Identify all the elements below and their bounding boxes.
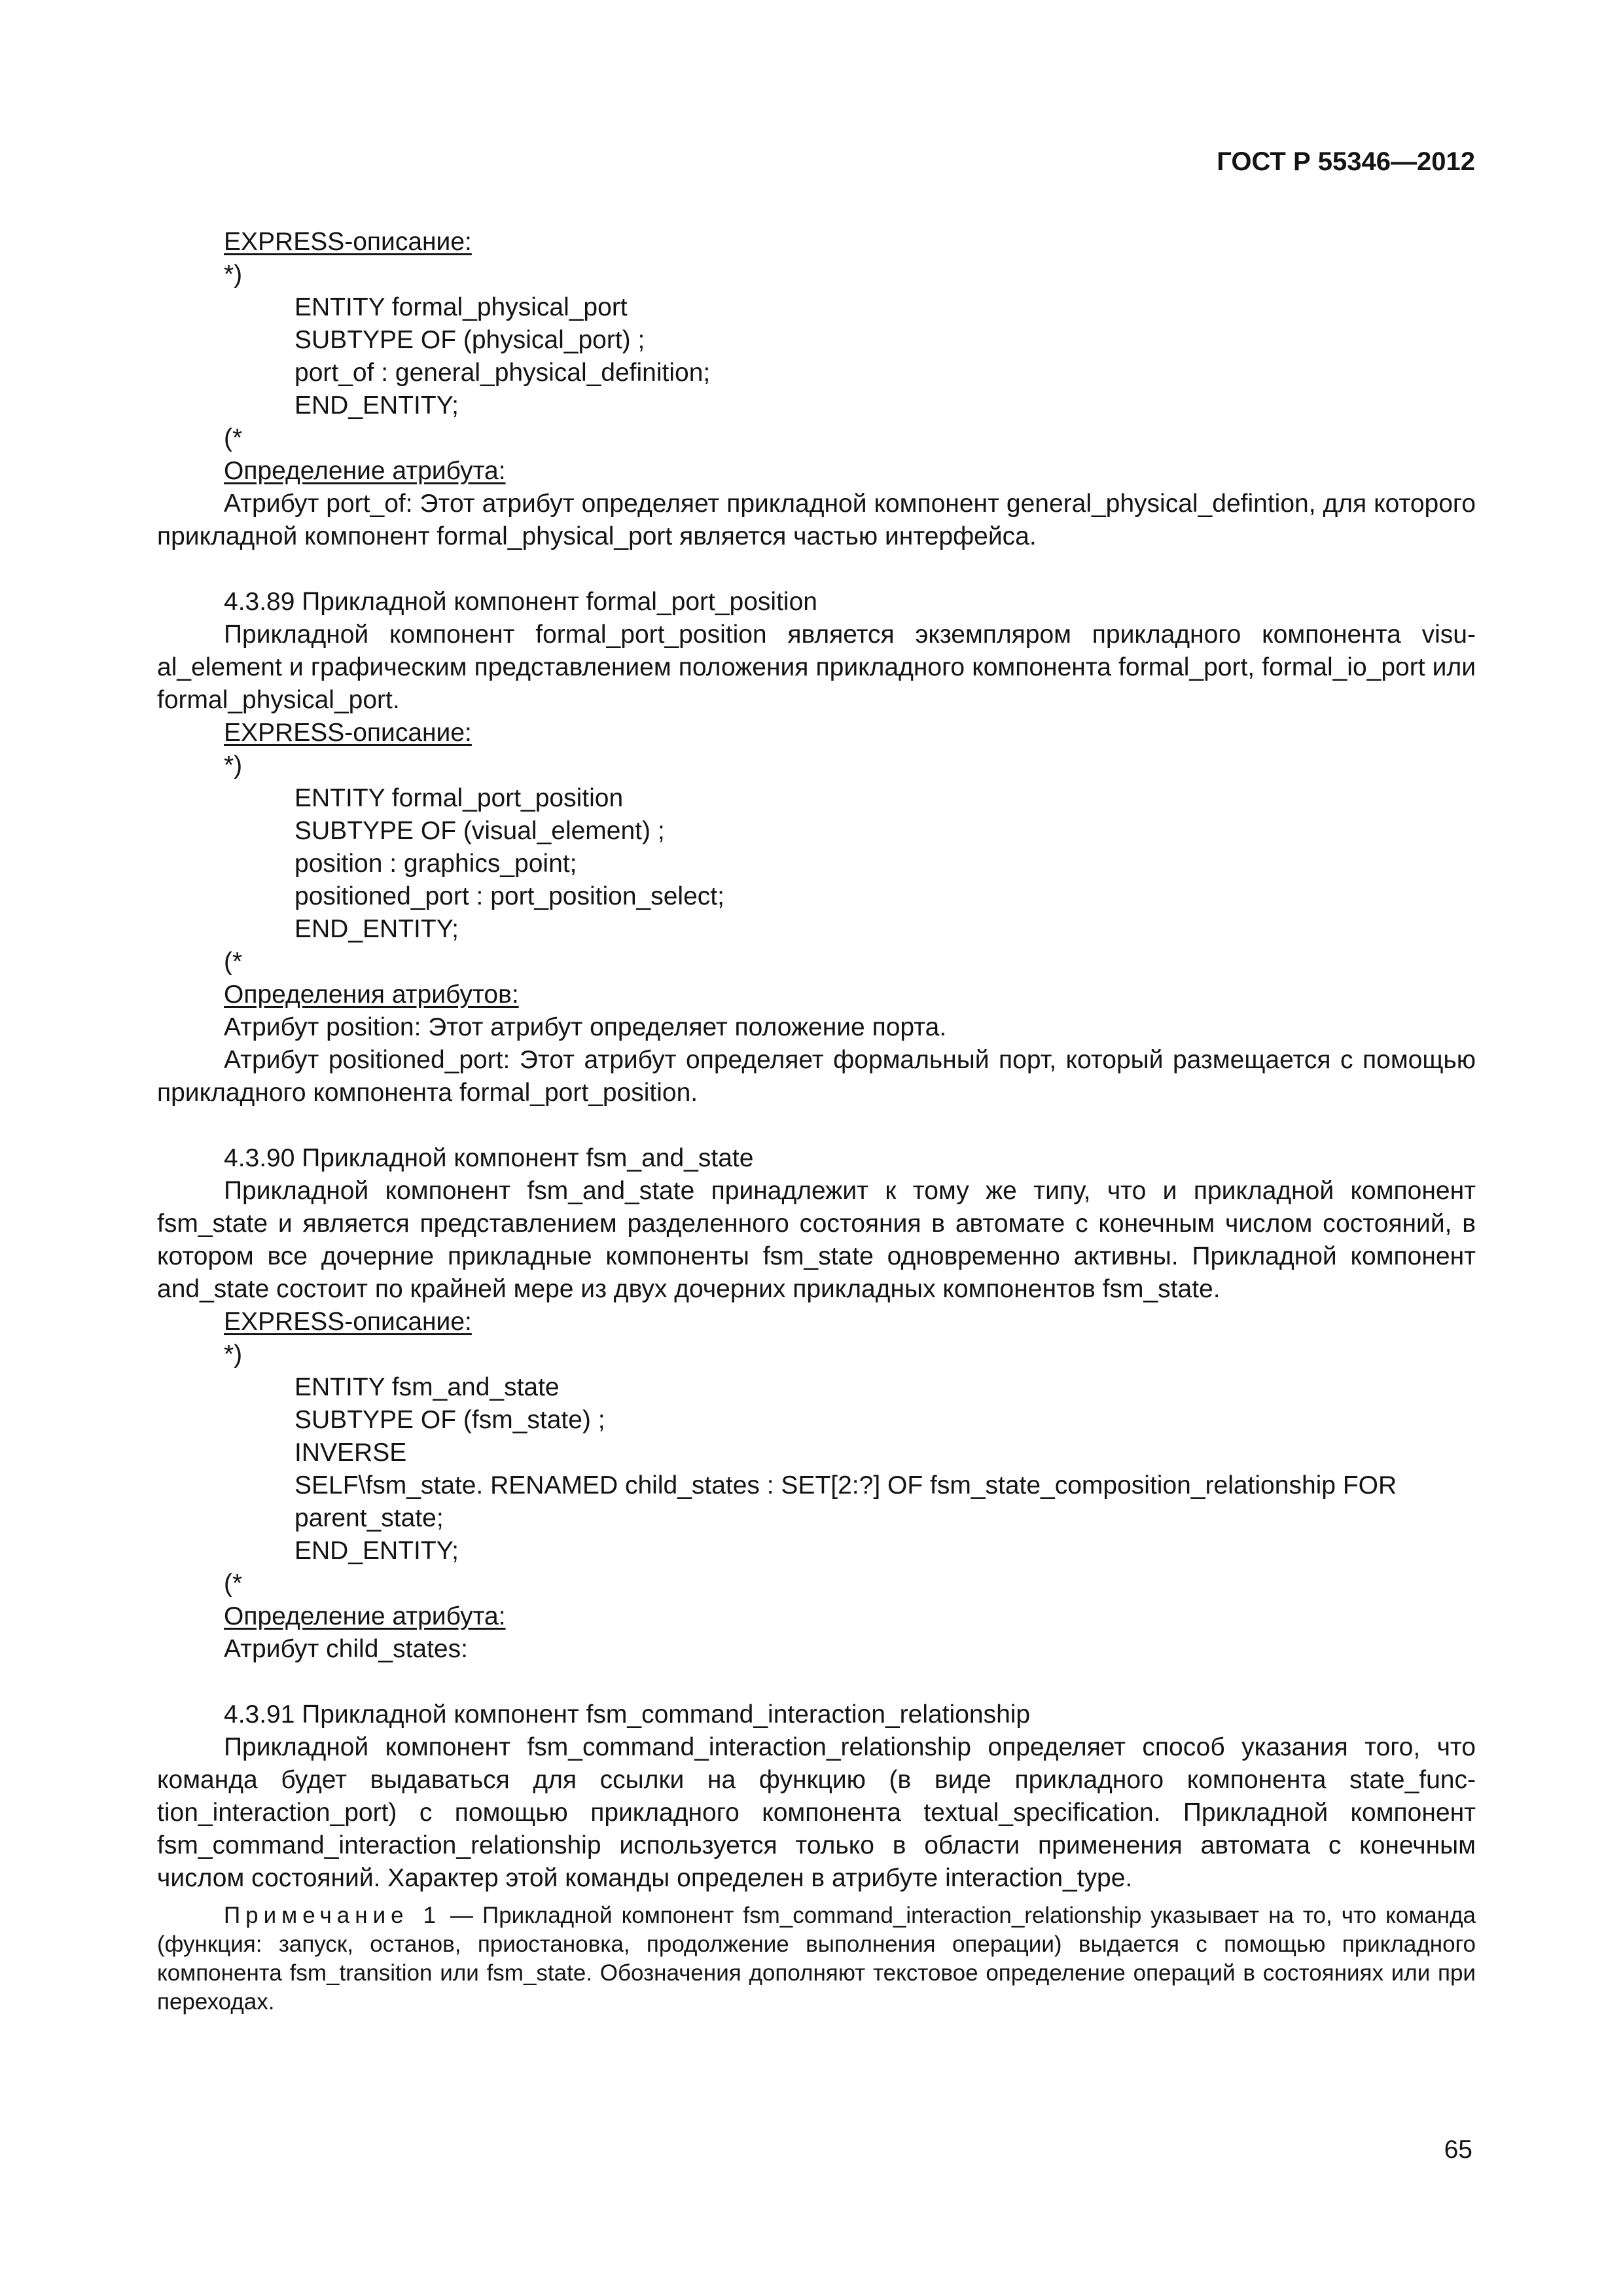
spacer <box>157 1109 1476 1142</box>
page-content <box>157 226 1476 2017</box>
document-id: ГОСТ Р 55346—2012 <box>1217 147 1475 176</box>
code-line: END_ENTITY; <box>294 391 459 420</box>
express-close: (* <box>224 1570 243 1598</box>
express-close: (* <box>224 424 243 452</box>
attribute-heading: Определение атрибута: <box>224 1602 506 1630</box>
express-open: *) <box>224 260 243 289</box>
note-label: Примечание 1 <box>224 1903 442 1928</box>
code-line: positioned_port : port_position_select; <box>294 882 724 910</box>
attribute-heading: Определение атрибута: <box>224 457 506 485</box>
code-line: SUBTYPE OF (visual_element) ; <box>294 817 665 845</box>
section-heading: 4.3.89 Прикладной компонент formal_port_position <box>224 588 817 616</box>
express-label: EXPRESS-описание: <box>224 1308 472 1336</box>
attribute-heading: Определения атрибутов: <box>224 980 519 1009</box>
code-line: port_of : general_physical_definition; <box>294 359 711 387</box>
code-line: END_ENTITY; <box>294 915 459 943</box>
section-text: Прикладной компонент fsm_command_interaction_relationship определяет способ указания того, что команда будет выдаваться для ссылки на функцию (в виде прикладного компонента state_function_interaction_port) с помощью прикладного компонента textual_specification. Прикладной компонент fsm_command_interaction_relationship используется только в области применения автомата с конечным числом состояний. Характер этой команды определен в атрибуте interaction_type. <box>157 1733 1476 1892</box>
spacer <box>157 553 1476 586</box>
code-line: INVERSE <box>294 1439 407 1467</box>
code-line: SUBTYPE OF (physical_port) ; <box>294 326 645 354</box>
attribute-definition: Атрибут port_of: Этот атрибут определяет прикладной компонент general_physical_defintion, для которого прикладной компонент formal_physical_port является частью интерфейса. <box>157 490 1476 550</box>
code-line: position : graphics_point; <box>294 850 577 878</box>
express-label: EXPRESS-описание: <box>224 228 472 256</box>
code-line: SUBTYPE OF (fsm_state) ; <box>294 1406 605 1434</box>
express-open: *) <box>224 1340 243 1369</box>
code-line: ENTITY fsm_and_state <box>294 1373 560 1401</box>
section-heading: 4.3.90 Прикладной компонент fsm_and_state <box>224 1144 754 1172</box>
code-line: END_ENTITY; <box>294 1537 459 1565</box>
page-number: 65 <box>1444 2136 1472 2164</box>
attribute-definition: Атрибут position: Этот атрибут определяет положение порта. <box>224 1013 947 1041</box>
attribute-definition: Атрибут child_states: <box>224 1635 468 1663</box>
note-text: — Прикладной компонент fsm_command_interaction_relationship указывает на то, что команда (функция: запуск, останов, приостановка, продолжение выполнения операции) выдается с помощью прикладного компонента fsm_transition или fsm_state. Обозначения дополняют текстовое определение операций в состояниях или при переходах. <box>157 1903 1476 2015</box>
code-line: ENTITY formal_physical_port <box>294 293 628 321</box>
section-text: Прикладной компонент formal_port_position является экземпляром прикладного компонента visual_element и графическим представлением положения прикладного компонента formal_port, formal_io_port или formal_physical_port. <box>157 620 1476 714</box>
express-open: *) <box>224 751 243 780</box>
express-close: (* <box>224 948 243 976</box>
note <box>157 1901 1476 2017</box>
section-heading: 4.3.91 Прикладной компонент fsm_command_interaction_relationship <box>224 1700 1031 1729</box>
code-line: SELF\fsm_state. RENAMED child_states : SET[2:?] OF fsm_state_composition_relationship FOR parent_state; <box>294 1471 1397 1532</box>
spacer <box>157 1666 1476 1698</box>
express-label: EXPRESS-описание: <box>224 719 472 747</box>
attribute-definition: Атрибут positioned_port: Этот атрибут определяет формальный порт, который размещается с помощью прикладного компонента formal_port_position. <box>157 1046 1476 1107</box>
section-text: Прикладной компонент fsm_and_state принадлежит к тому же типу, что и прикладной компонент fsm_state и является представлением разделенного состояния в автомате с конечным числом состояний, в котором все дочерние прикладные компоненты fsm_state одновременно активны. Прикладной компонент and_state состоит по крайней мере из двух дочерних прикладных компонентов fsm_state. <box>157 1177 1476 1303</box>
code-line: ENTITY formal_port_position <box>294 784 624 812</box>
